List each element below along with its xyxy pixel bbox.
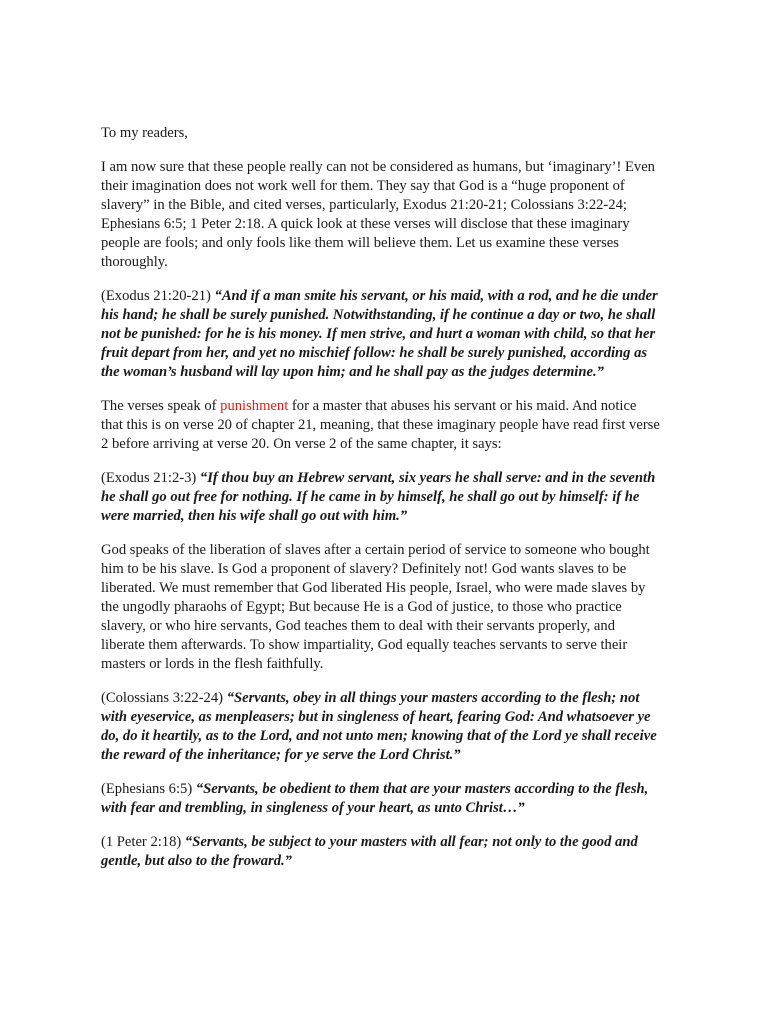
verse-reference: (Colossians 3:22-24) [101,690,224,706]
document-page [101,124,661,886]
verse-ephesians-6-5 [101,780,661,818]
intro-paragraph: I am now sure that these people really can not be considered as humans, but ‘imaginary’! Even their imagination does not work well for them. They say that God is a “huge proponent of slavery” in the Bible, and cited verses, particularly, Exodus 21:20-21; Colossians 3:22-24; Ephesians 6:5; 1 Peter 2:18. A quick look at these verses will disclose that these imaginary people are fools; and only fools like them will believe them. Let us examine these verses thoroughly. [101,159,655,270]
verse-exodus-21-20 [101,287,661,382]
verse-quote: “Servants, obey in all things your masters according to the flesh; not with eyeservice, as menpleasers; but in singleness of heart, fearing God: And whatsoever ye do, do it heartily, as to the Lord, and not unto men; knowing that of the Lord ye shall receive the reward of the inheritance; for ye serve the Lord Christ.” [101,690,657,763]
verse-reference: (Exodus 21:2-3) [101,470,197,486]
verse-reference: (Exodus 21:20-21) [101,288,211,304]
discussion-before: The verses speak of [101,398,217,414]
verse-quote: “Servants, be subject to your masters with all fear; not only to the good and gentle, but also to the froward.” [101,834,638,869]
highlighted-word: punishment [220,398,289,414]
verse-quote: “If thou buy an Hebrew servant, six years he shall serve: and in the seventh he shall go out free for nothing. If he came in by himself, he shall go out by himself: if he were married, then his wife shall go out with him.” [101,470,656,524]
verse-reference: (1 Peter 2:18) [101,834,182,850]
verse-reference: (Ephesians 6:5) [101,781,193,797]
verse-quote: “Servants, be obedient to them that are your masters according to the flesh, with fear and trembling, in singleness of your heart, as unto Christ…” [101,781,649,816]
verse-colossians-3-22 [101,689,661,765]
verse-exodus-21-2 [101,469,661,526]
greeting: To my readers, [101,125,188,141]
discussion-paragraph [101,397,661,454]
liberation-paragraph: God speaks of the liberation of slaves after a certain period of service to someone who bought him to be his slave. Is God a proponent of slavery? Definitely not! God wants slaves to be liberated. We must remember that God liberated His people, Israel, who were made slaves by the ungodly pharaohs of Egypt; But because He is a God of justice, to those who practice slavery, or who hire servants, God teaches them to deal with their servants properly, and liberate them afterwards. To show impartiality, God equally teaches servants to serve their masters or lords in the flesh faithfully. [101,542,650,672]
verse-quote: “And if a man smite his servant, or his maid, with a rod, and he die under his hand; he shall be surely punished. Notwithstanding, if he continue a day or two, he shall not be punished: for he is his money. If men strive, and hurt a woman with child, so that her fruit depart from her, and yet no mischief follow: he shall be surely punished, according as the woman’s husband will lay upon him; and he shall pay as the judges determine.” [101,288,658,380]
discussion-after: for a master that abuses his servant or his maid. And notice that this is on verse 20 of chapter 21, meaning, that these imaginary people have read first verse 2 before arriving at verse 20. On verse 2 of the same chapter, it says: [101,398,660,452]
verse-1-peter-2-18 [101,833,661,871]
